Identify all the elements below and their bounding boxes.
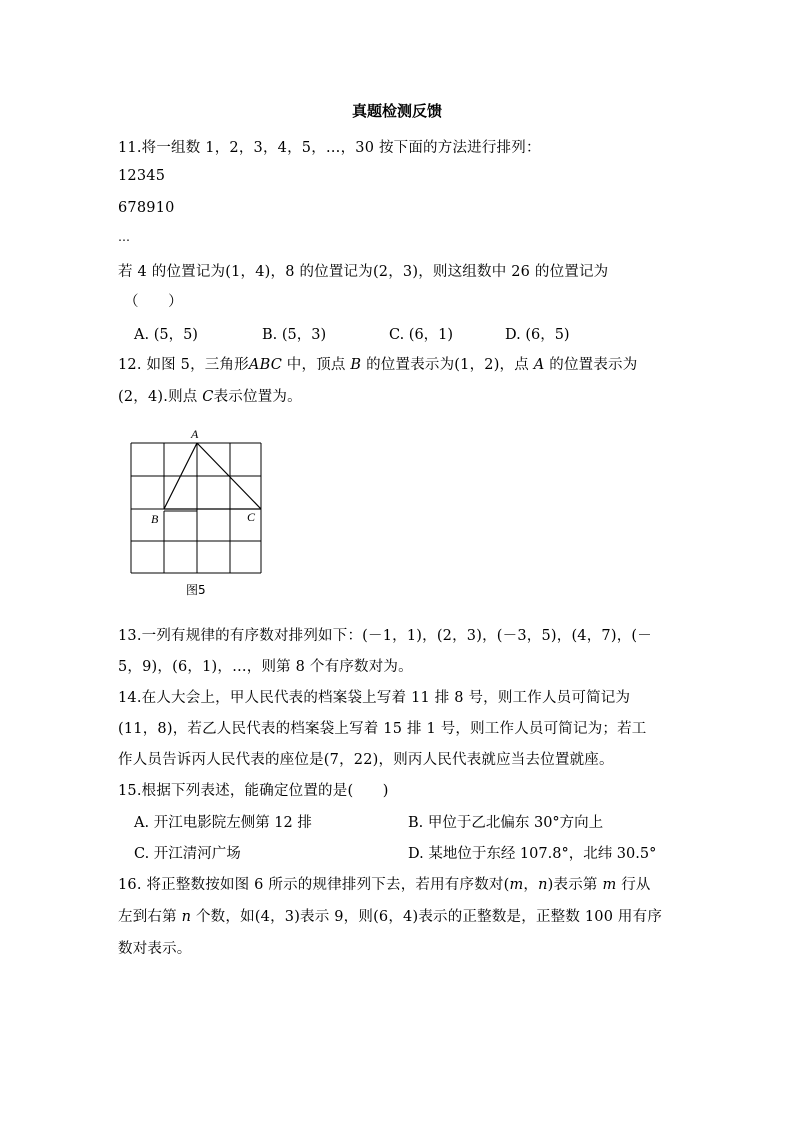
q11-option-b: B. (5，3) — [262, 327, 327, 343]
q11-option-d: D. (6，5) — [505, 327, 570, 343]
point-b-label: B — [151, 512, 159, 526]
q12-line2: (2，4).则点 C表示位置为。 — [118, 389, 302, 405]
figure-caption: 图5 — [186, 583, 206, 597]
point-a-label: A — [191, 427, 199, 441]
figure-5-grid — [118, 420, 278, 605]
q14-line1: 14.在人大会上，甲人民代表的档案袋上写着 11 排 8 号，则工作人员可简记为 — [118, 690, 631, 706]
page-title: 真题检测反馈 — [351, 102, 442, 120]
q11-option-a: A. (5，5) — [134, 327, 198, 343]
q15-option-d: D. 某地位于东经 107.8°，北纬 30.5° — [408, 846, 657, 862]
q14-line3: 作人员告诉丙人民代表的座位是(7，22)，则丙人民代表就应当去位置就座。 — [118, 752, 614, 768]
q11-option-c: C. (6，1) — [389, 327, 454, 343]
q15-option-c: C. 开江清河广场 — [134, 846, 241, 862]
q16-line3: 数对表示。 — [118, 941, 192, 957]
q12-line1: 12. 如图 5，三角形ABC 中，顶点 B 的位置表示为(1，2)，点 A 的位置表示为 — [118, 357, 638, 373]
q11-stem: 11.将一组数 1，2，3，4，5，…，30 按下面的方法进行排列： — [118, 140, 541, 156]
q15-option-b: B. 甲位于乙北偏东 30°方向上 — [408, 815, 604, 831]
q15-stem: 15.根据下列表述，能确定位置的是( ) — [118, 783, 389, 799]
q16-line2: 左到右第 n 个数，如(4，3)表示 9，则(6，4)表示的正整数是，正整数 100 用有序 — [118, 909, 663, 925]
q11-answer-paren: （ ） — [124, 294, 183, 310]
point-c-label: C — [247, 510, 256, 524]
q11-ellipsis: … — [118, 230, 131, 244]
q11-row2: 678910 — [118, 200, 175, 216]
q15-option-a: A. 开江电影院左侧第 12 排 — [134, 815, 312, 831]
q14-line2: (11，8)，若乙人民代表的档案袋上写着 15 排 1 号，则工作人员可简记为；若工 — [118, 721, 647, 737]
q13-line1: 13.一列有规律的有序数对排列如下：(－1，1)，(2，3)，(－3，5)，(4，7)，(－ — [118, 628, 652, 644]
q13-line2: 5，9)，(6，1)，…，则第 8 个有序数对为。 — [118, 659, 413, 675]
q11-line2: 若 4 的位置记为(1，4)，8 的位置记为(2，3)，则这组数中 26 的位置记为 — [118, 264, 609, 280]
q11-row1: 12345 — [118, 168, 166, 184]
q16-line1: 16. 将正整数按如图 6 所示的规律排列下去，若用有序数对(m，n)表示第 m 行从 — [118, 877, 651, 893]
